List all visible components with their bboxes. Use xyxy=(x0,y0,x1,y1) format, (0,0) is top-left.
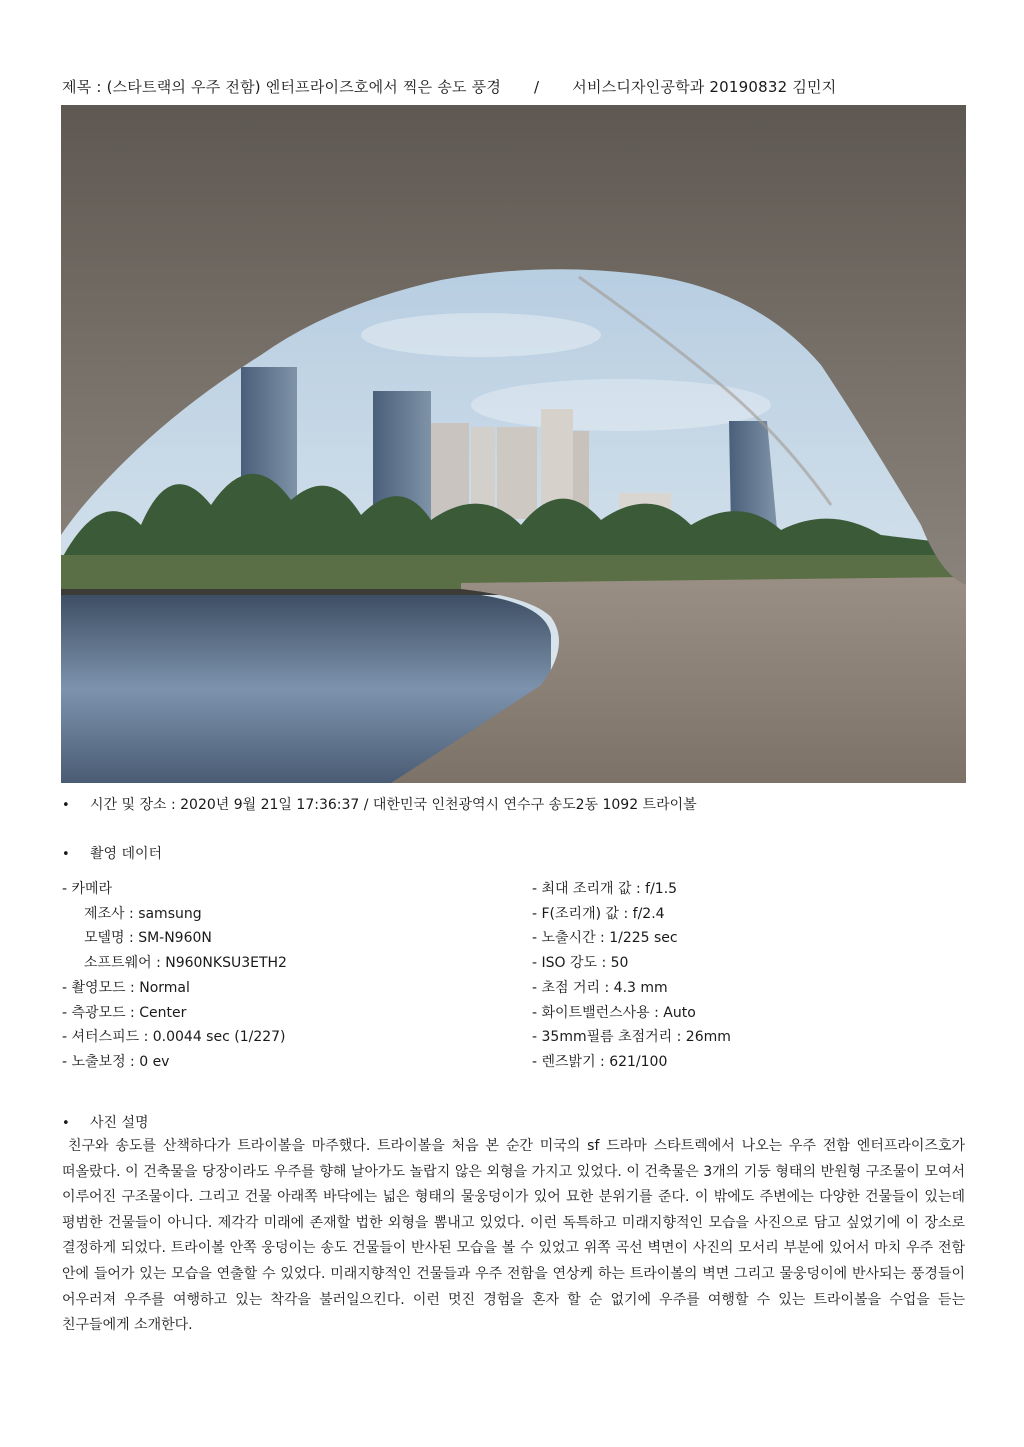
document-title: 제목 : (스타트랙의 우주 전함) 엔터프라이즈호에서 찍은 송도 풍경 xyxy=(62,78,502,96)
shoot-data-item: - F(조리개) 값 : f/2.4 xyxy=(532,905,665,922)
shoot-data-item: - 셔터스피드 : 0.0044 sec (1/227) xyxy=(62,1029,286,1046)
shoot-data-item: - 측광모드 : Center xyxy=(62,1004,187,1021)
shoot-data-item: - 초점 거리 : 4.3 mm xyxy=(532,979,668,996)
shoot-data-left-column xyxy=(62,877,502,1075)
time-place-row xyxy=(62,794,697,814)
tri-bowl-photo xyxy=(61,105,966,783)
photo-description: 친구와 송도를 산책하다가 트라이볼을 마주했다. 트라이볼을 처음 본 순간 미국의 sf 드라마 스타트렉에서 나오는 우주 전함 엔터프라이즈호가 떠올랐다. 이 건축물을 당장이라도 우주를 향해 날아가도 놀랍지 않은 외형을 가지고 있었다. 이 건축물은 3개의 기둥 형태의 반원형 구조물이 모여서 이루어진 구조물이다. 그리고 건물 아래쪽 바닥에는 넓은 형태의 물웅덩이가 있어 묘한 분위기를 준다. 이 밖에도 주변에는 다양한 건물들이 있는데 평범한 건물들이 아니다. 제각각 미래에 존재할 법한 외형을 뽐내고 있었다. 이런 독특하고 미래지향적인 모습을 사진으로 담고 싶었기에 이 장소로 결정하게 되었다. 트라이볼 안쪽 웅덩이는 송도 건물들이 반사된 모습을 볼 수 있었고 위쪽 곡선 벽면이 사진의 모서리 부분에 있어서 마치 우주 전함 안에 들어가 있는 모습을 연출할 수 있었다. 미래지향적인 건물들과 우주 전함을 연상케 하는 트라이볼의 벽면 그리고 물웅덩이에 반사되는 풍경들이 어우러져 우주를 여행하고 있는 착각을 불러일으킨다. 이런 멋진 경험을 혼자 할 순 없기에 우주를 여행할 수 있는 트라이볼을 수업을 듣는 친구들에게 소개한다. xyxy=(62,1138,965,1334)
shoot-data-item: - 렌즈밝기 : 621/100 xyxy=(532,1053,668,1070)
bullet-icon: • xyxy=(62,847,70,862)
document-title-line xyxy=(62,76,966,97)
shoot-data-item: - 화이트밸런스사용 : Auto xyxy=(532,1004,696,1021)
author-info: 서비스디자인공학과 20190832 김민지 xyxy=(572,78,837,96)
shoot-data-item: 제조사 : samsung xyxy=(84,905,202,922)
title-separator: / xyxy=(534,78,540,96)
shoot-data-item: - 최대 조리개 값 : f/1.5 xyxy=(532,881,678,897)
shoot-data-item: - 노출보정 : 0 ev xyxy=(62,1053,170,1070)
shoot-data-item: - ISO 강도 : 50 xyxy=(532,955,629,972)
photo-illustration xyxy=(61,105,966,783)
shoot-data-right-column xyxy=(532,877,962,1075)
shoot-data-item: - 노출시간 : 1/225 sec xyxy=(532,930,678,947)
shoot-data-item: 모델명 : SM-N960N xyxy=(84,930,212,947)
bullet-icon: • xyxy=(62,798,70,813)
description-heading: 사진 설명 xyxy=(90,1115,149,1131)
shoot-data-item: - 35mm필름 초점거리 : 26mm xyxy=(532,1029,731,1046)
description-heading-row xyxy=(62,1112,149,1132)
time-place-text: 시간 및 장소 : 2020년 9월 21일 17:36:37 / 대한민국 인천광역시 연수구 송도2동 1092 트라이볼 xyxy=(90,797,697,813)
shoot-data-heading-row xyxy=(62,843,162,863)
shoot-data-item: - 카메라 xyxy=(62,881,113,897)
shoot-data-item: 소프트웨어 : N960NKSU3ETH2 xyxy=(84,955,287,972)
shoot-data-heading: 촬영 데이터 xyxy=(90,846,163,862)
shoot-data-item: - 촬영모드 : Normal xyxy=(62,979,190,996)
bullet-icon: • xyxy=(62,1116,70,1131)
